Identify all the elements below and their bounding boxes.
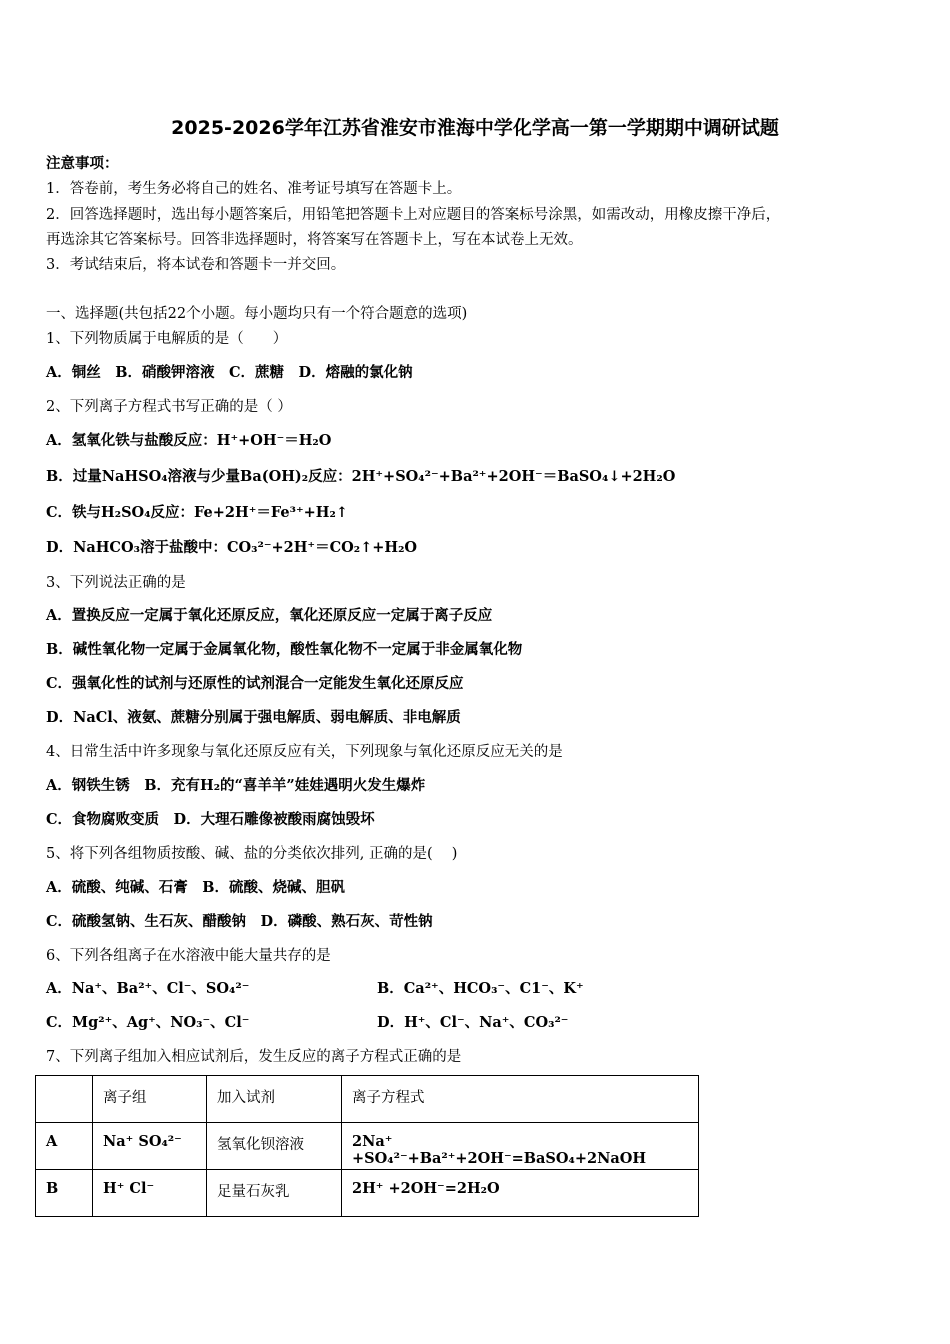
q6-option-a: A．Na⁺、Ba²⁺、Cl⁻、SO₄²⁻ xyxy=(46,980,250,997)
table-row xyxy=(36,1170,699,1217)
q2-stem: 2、下列离子方程式书写正确的是（ ） xyxy=(46,399,292,415)
q6-option-d: D．H⁺、Cl⁻、Na⁺、CO₃²⁻ xyxy=(377,1014,569,1031)
q5-stem: 5、将下列各组物质按酸、碱、盐的分类依次排列, 正确的是( ) xyxy=(46,846,458,862)
table-cell: Na⁺ SO₄²⁻ xyxy=(93,1123,207,1170)
q6-stem: 6、下列各组离子在水溶液中能大量共存的是 xyxy=(46,948,331,964)
q4-options-cd: C．食物腐败变质 D．大理石雕像被酸雨腐蚀毁坏 xyxy=(46,811,375,828)
q2-option-d: D．NaHCO₃溶于盐酸中：CO₃²⁻+2H⁺＝CO₂↑+H₂O xyxy=(46,539,418,556)
q5-options-ab: A．硫酸、纯碱、石膏 B．硫酸、烧碱、胆矾 xyxy=(46,879,346,896)
q4-options-ab: A．钢铁生锈 B．充有H₂的“喜羊羊”娃娃遇明火发生爆炸 xyxy=(46,777,426,794)
q2-option-a: A．氢氧化铁与盐酸反应：H⁺+OH⁻＝H₂O xyxy=(46,432,332,449)
q6-option-c: C．Mg²⁺、Ag⁺、NO₃⁻、Cl⁻ xyxy=(46,1014,250,1031)
section-heading: 一、选择题(共包括22个小题。每小题均只有一个符合题意的选项) xyxy=(46,306,468,322)
table-cell: 氢氧化钡溶液 xyxy=(207,1123,342,1170)
table-cell: 离子方程式 xyxy=(342,1076,699,1123)
q5-options-cd: C．硫酸氢钠、生石灰、醋酸钠 D．磷酸、熟石灰、苛性钠 xyxy=(46,913,433,930)
table-cell: 离子组 xyxy=(93,1076,207,1123)
table-cell: H⁺ Cl⁻ xyxy=(93,1170,207,1217)
notice-item: 再选涂其它答案标号。回答非选择题时，将答案写在答题卡上，写在本试卷上无效。 xyxy=(46,232,583,248)
notice-item: 2．回答选择题时，选出每小题答案后，用铅笔把答题卡上对应题目的答案标号涂黑，如需改动，用橡皮擦干净后， xyxy=(46,207,781,223)
table-cell: 足量石灰乳 xyxy=(207,1170,342,1217)
q2-option-c: C．铁与H₂SO₄反应：Fe+2H⁺＝Fe³⁺+H₂↑ xyxy=(46,504,348,521)
notice-heading: 注意事项： xyxy=(46,155,119,172)
notice-item: 3．考试结束后，将本试卷和答题卡一并交回。 xyxy=(46,257,346,273)
table-cell: B xyxy=(36,1170,93,1217)
q3-option-d: D．NaCl、液氨、蔗糖分别属于强电解质、弱电解质、非电解质 xyxy=(46,709,461,726)
q7-stem: 7、下列离子组加入相应试剂后，发生反应的离子方程式正确的是 xyxy=(46,1049,462,1065)
q1-options: A．铜丝 B．硝酸钾溶液 C．蔗糖 D．熔融的氯化钠 xyxy=(46,364,413,381)
q4-stem: 4、日常生活中许多现象与氧化还原反应有关，下列现象与氧化还原反应无关的是 xyxy=(46,744,563,760)
q7-table xyxy=(35,1075,699,1217)
q3-stem: 3、下列说法正确的是 xyxy=(46,575,186,591)
table-cell: A xyxy=(36,1123,93,1170)
q3-option-b: B．碱性氧化物一定属于金属氧化物，酸性氧化物不一定属于非金属氧化物 xyxy=(46,641,523,658)
table-row xyxy=(36,1123,699,1170)
q3-option-c: C．强氧化性的试剂与还原性的试剂混合一定能发生氧化还原反应 xyxy=(46,675,464,692)
table-cell xyxy=(36,1076,93,1123)
notice-item: 1．答卷前，考生务必将自己的姓名、准考证号填写在答题卡上。 xyxy=(46,181,462,197)
q6-option-b: B．Ca²⁺、HCO₃⁻、C1⁻、K⁺ xyxy=(377,980,584,997)
q2-option-b: B．过量NaHSO₄溶液与少量Ba(OH)₂反应：2H⁺+SO₄²⁻+Ba²⁺+2OH⁻＝BaSO₄↓+2H₂O xyxy=(46,468,676,485)
table-cell: 2H⁺ +2OH⁻=2H₂O xyxy=(342,1170,699,1217)
q3-option-a: A．置换反应一定属于氧化还原反应，氧化还原反应一定属于离子反应 xyxy=(46,607,493,624)
exam-title: 2025-2026学年江苏省淮安市淮海中学化学高一第一学期期中调研试题 xyxy=(171,117,779,139)
table-cell: 2Na⁺ +SO₄²⁻+Ba²⁺+2OH⁻=BaSO₄+2NaOH xyxy=(342,1123,699,1170)
table-header-row xyxy=(36,1076,699,1123)
q1-stem: 1、下列物质属于电解质的是（ ） xyxy=(46,331,288,347)
table-cell: 加入试剂 xyxy=(207,1076,342,1123)
